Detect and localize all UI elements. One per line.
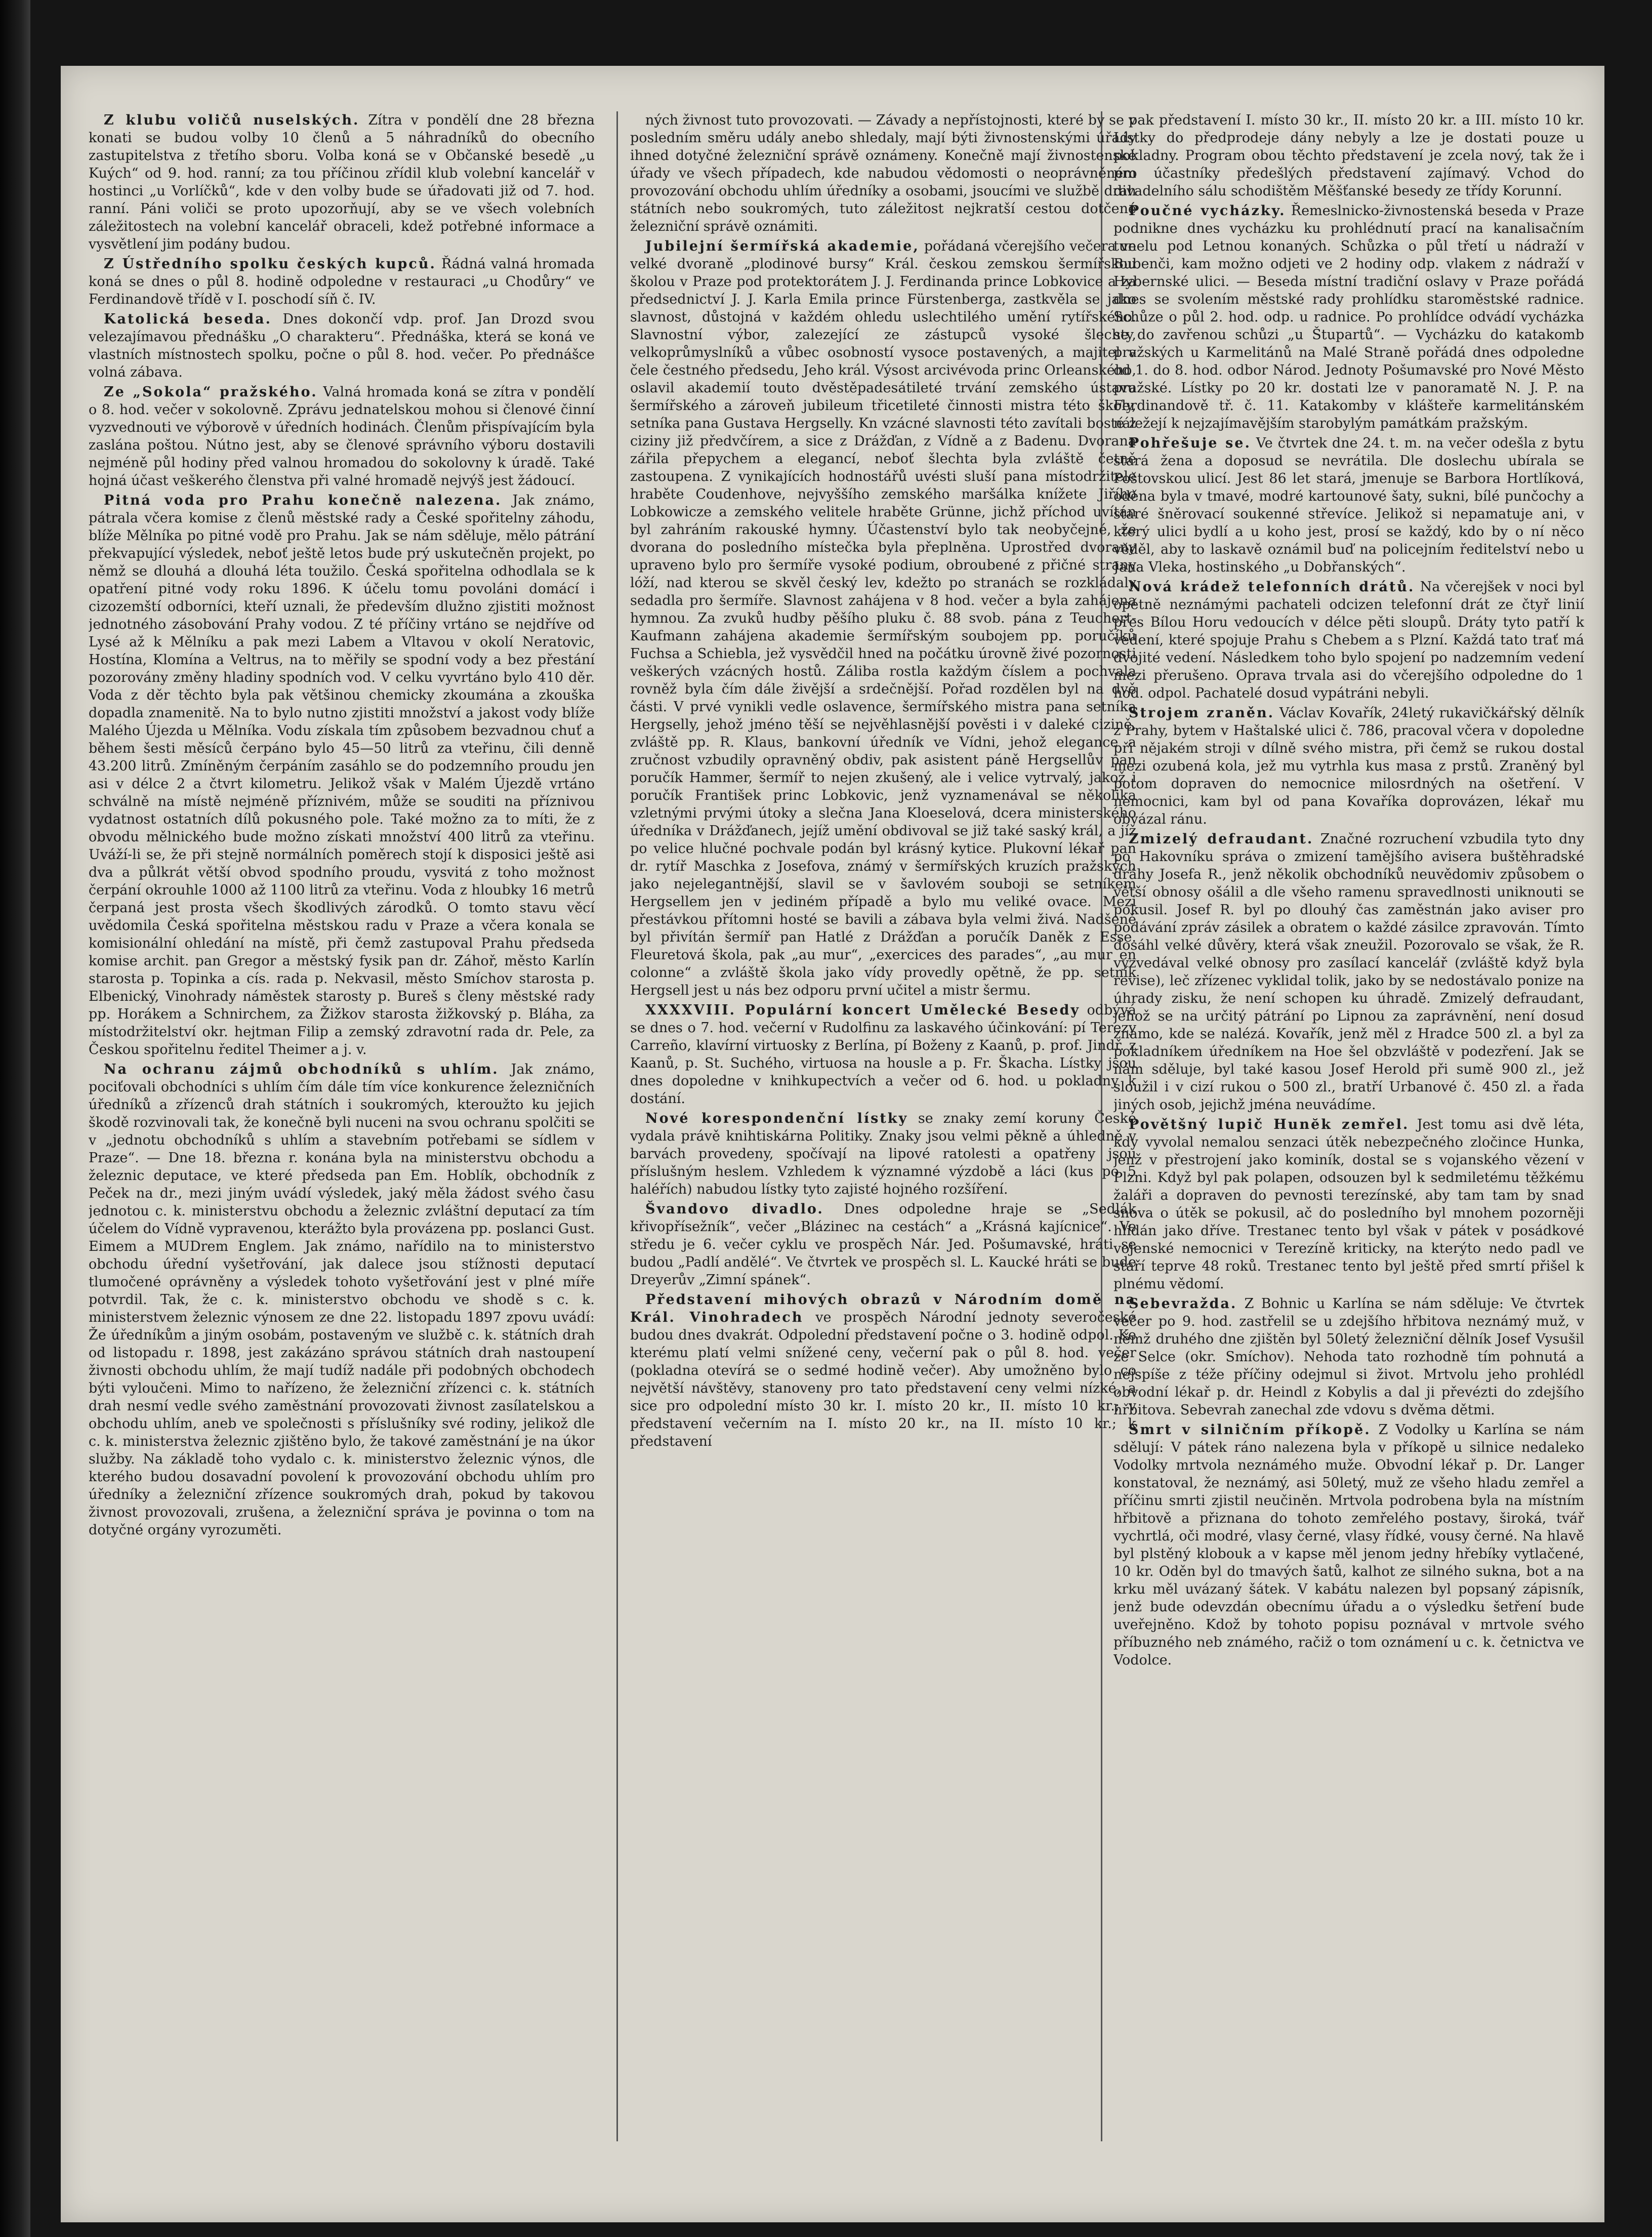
article-heading: Z Ústředního spolku českých kupců. [104, 256, 436, 272]
news-article [630, 1110, 1136, 1198]
article-body: pak představení I. místo 30 kr., II. místo 20 kr. a III. místo 10 kr. Lístky do předprodeje dány nebyly a lze je dostati pouze u pokladny. Program obou těchto představení je zcela nový, tak že i pro účastníky předešlých představení zajímavý. Vchod do divadelního sálu schodištěm Měšťanské besedy ze třídy Korunní. [1113, 112, 1584, 199]
article-heading: Nová krádež telefonních drátů. [1129, 579, 1415, 595]
article-heading: Povětšný lupič Hunĕk zemřel. [1129, 1117, 1410, 1132]
news-article [89, 111, 595, 253]
article-body: Jak známo, pátrala včera komise z členů městské rady a České spořitelny záhodu, blíže Mělníka po pitné vodě pro Prahu. Jak se nám sděluje, mělo pátrání překvapující výsledek, neboť ještě letos bude prý uskutečněn projekt, po němž se dlouhá a dlouhá léta toužilo. Česká spořitelna odhodlala se k opatření pitné vody roku 1896. K účelu tomu povoláni domácí i cizozemští odborníci, kteří uznali, že především dlužno zjistiti možnost jednotného zásobování Prahy vodou. Z té příčiny vrtáno se nejdříve od Lysé až k Mělníku a pak mezi Labem a Vltavou v okolí Neratovic, Hostína, Klomína a Veltrus, na to měřily se spodní vody a bez přestání pozorovány změny hladiny spodních vod. V celku vyvrtáno bylo 410 děr. Voda z děr těchto byla pak většinou chemicky zkoumána a zkouška dopadla znamenitě. Na to bylo nutno zjistiti množství a jakost vody blíže Malého Újezda u Mělníka. Vodu získala tím způsobem bezvadnou chuť a během šesti měsíců čerpáno bylo 45—50 litrů za vteřinu, čili denně 43.200 litrů. Zmíněným čerpáním zasáhlo se do podzemního proudu jen asi v délce 2 a čtvrt kilometru. Jelikož však v Malém Újezdě vrtáno schválně na místě nejméně příznivém, může se souditi na příznivou vydatnost ostatních dílů pokusného pole. Také možno za to míti, že z obvodu mělnického bude možno získati množství 400 litrů za vteřinu. Uváží-li se, že při stejně normálních poměrech stojí k disposici ještě asi dva a půlkrát větší obvod spodního proudu, vysvitá z toho možnost čerpání okrouhle 1000 až 1100 litrů za vteřinu. Voda z hloubky 16 metrů čerpaná jest prosta všech škodlivých zárodků. O tomto stavu věcí uvědomila Česká spořitelna městskou radu v Praze a včera konala se komisionální ohledání na místě, při čemž zastupoval Prahu předseda komise archit. pan Gregor a městský fysik pan dr. Záhoř, město Karlín starosta p. Topinka a cís. rada p. Nekvasil, město Smíchov starosta p. Elbenický, Vinohrady náměstek starosty p. Bureš s členy městské rady pp. Horákem a Schnirchem, za Žižkov starosta žižkovský p. Bláha, za místodržitelství okr. hejtman Filip a zemský zdravotní rada dr. Pele, za Českou spořitelnu ředitel Theimer a j. v. [89, 493, 595, 1058]
article-heading: Představení mihových obrazů v Národním domě na Král. Vinohradech [630, 1292, 1136, 1325]
article-body: se znaky zemí koruny České vydala právě knihtiskárna Politiky. Znaky jsou velmi pěkně a úhledně v barvách provedeny, spočívají na lipové ratolesti a opatřeny jsou příslušným heslem. Vzhledem k významné výzdobě a láci (kus po 5 haléřích) nabudou lístky tyto zajisté hojného rozšíření. [630, 1111, 1136, 1197]
article-heading: Zmizelý defraudant. [1129, 831, 1314, 847]
news-article [1113, 578, 1584, 702]
news-article [1113, 1116, 1584, 1293]
news-article [1113, 830, 1584, 1114]
article-body: ve prospěch Národní jednoty severočeské budou dnes dvakrát. Odpolední představení počne o 3. hodině odpol. Ke kterému platí velmi snížené ceny, večerní pak o půl 8. hod. večer (pokladna otevírá se o sedmé hodině večer). Aby umožněno bylo co největší návštěvy, stanoveny pro tato představení ceny velmi nízké, a sice pro odpolední místo 30 kr. I. místo 20 kr., II. místo 10 kr.; v představení večerním na I. místo 20 kr., na II. místo 10 kr.; k představení [630, 1310, 1136, 1449]
article-heading: Z klubu voličů nuselských. [104, 112, 360, 128]
article-body: Václav Kovařík, 24letý rukavičkářský dělník z Prahy, bytem v Haštalské ulici č. 786, pracoval včera v dopoledne při nějakém stroji v dílně svého mistra, při čemž se rukou dostal mezi ozubená kola, jež mu vytrhla kus masa z prstů. Zraněný byl potom dopraven do nemocnice milosrdných na ošetření. V nemocnici, kam byl od pana Kovaříka doprovázen, lékař mu obvázal ránu. [1113, 705, 1584, 827]
article-body: pořádaná včerejšího večera ve velké dvoraně „plodinové bursy“ Král. českou zemskou šermířskou školou v Praze pod protektorátem J. J. Ferdinanda prince Lobkovice a za předsednictví J. J. Karla Emila prince Fürstenberga, zastkvěla se jako slavnost, důstojná v každém ohledu uslechtilého umění rytířského. Slavnostní výbor, zalezející ze zástupců vysoké šlechty, velkoprůmyslníků a vůbec osobností vysoce postavených, a majitel v čele čestného předsedu, Jeho král. Výsost arcivévoda princ Orleanského, oslavil akademií touto dvěstěpadesátileté trvání zemského ústavu šermířského a zároveň jubileum třicetileté činnosti mistra této školy, setníka pana Gustava Hergselly. Kn vzácné slavnosti této zavítali bosté z ciziny již předvčírem, a sice z Drážďan, z Vídně a z Badenu. Dvorana zářila přepychem a elegancí, neboť šlechta byla zvláště četně zastoupena. Z vynikajících hodnostářů uvésti sluší pana místodržitele hraběte Coudenhove, nejvyššího zemského maršálka knížete Jiřího Lobkowicze a zemského velitele hraběte Grünne, jichž příchod uvítán byl zahráním rakouské hymny. Účastenství bylo tak neobyčejné, že dvorana do posledního místečka byla přeplněna. Uprostřed dvorany upraveno bylo pro šermíře vysoké podium, obroubené z přičné strany lóží, nad kterou se skvěl český lev, kdežto po stranách se rozkládaly sedadla pro šermíře. Slavnost zahájena v 8 hod. večer a byla zahájena hymnou. Za zvuků hudby pěšího pluku č. 88 svob. pána z Teuchert-Kaufmann zahájena akademie šermířským soubojem pp. poručíků Fuchsa a Schiebla, jež vysvědčil hned na počátku úrovně živé pozornosti veškerých vzácných hostů. Záliba rostla každým číslem a pochvala rovněž byla čím dále živější a srdečnější. Pořad rozdělen byl na dvě části. V prvé vynikli vedle oslavence, šermířského mistra pana setníka Hergselly, jehož jméno těší se nejvěhlasnější pověsti i v daleké cizině, zvláště pp. R. Klaus, bankovní úředník ve Vídni, jehož elegance a zručnost vzbudily opravněný obdiv, pak asistent páně Hergsellův pan poručík Hammer, šermíř to nejen zkušený, ale i velice vytrvalý, jakož i poručík František princ Lobkovic, jenž vyznamenával se několika vzletnými prvými útoky a slečna Jana Kloeselová, dcera ministerského úředníka v Drážďanech, jejíž umění obdivoval se již také saský král, a jíž po velice hlučné pochvale podán byl krásný kytice. Plukovní lékař pan dr. rytíř Maschka z Josefova, známý v šermířských kruzích pražských jako nejelegantnější, slavil se v šavlovém souboji se setníkem Hergsellem jen v jediném případě a bylo mu veliké ovace. Mezi přestávkou přítomni hosté se bavili a zábava byla velmi živá. Nadšeně byl přivítán šermíř pan Hatlé z Drážďan a poručík Daněk z Esse. Fleuretová škola, pak „au mur“, „exercices des parades“, „au mur en colonne“ a zvláště škola jako vídy provedly opětně, že pp. setník Hergsell jest u nás bez odporu první učitel a mistr šermu. [630, 238, 1136, 998]
article-heading: Poučné vycházky. [1129, 203, 1286, 219]
article-heading: XXXXVIII. Populární koncert Umělecké Besedy [645, 1002, 1081, 1018]
news-article [630, 1200, 1136, 1289]
news-article [89, 310, 595, 381]
article-body: Ve čtvrtek dne 24. t. m. na večer odešla z bytu stará žena a doposud se nevrátila. Dle doslechu ubírala se Poštovskou ulicí. Jest 86 let stará, jmenuje se Barbora Hortlíková, oděna byla v tmavé, modré kartounové šaty, sukni, bílé punčochy a staré šněrovací soukenné střevíce. Jelikož si nepamatuje ani, v který ulici bydlí a u koho jest, prosí se každý, kdo by o ní něco věděl, aby to laskavě oznámil buď na policejním ředitelství nebo u Jana Vleka, hostinského „u Dobřanských“. [1113, 435, 1584, 575]
article-heading: Katolická beseda. [104, 311, 272, 327]
article-body: Řádná valná hromada koná se dnes o půl 8. hodině odpoledne v restauraci „u Chodůry“ ve Ferdinandově třídě v I. poschodí síň č. IV. [89, 256, 595, 307]
article-heading: Strojem zraněn. [1129, 705, 1275, 721]
news-article [1113, 434, 1584, 576]
article-heading: Sebevražda. [1129, 1296, 1237, 1312]
news-article [89, 1061, 595, 1539]
article-heading: Jubilejní šermířská akademie, [645, 238, 920, 254]
news-article [1113, 1295, 1584, 1419]
article-heading: Pohřešuje se. [1129, 435, 1251, 451]
newspaper-column-3 [1113, 111, 1584, 2141]
news-article [1113, 704, 1584, 828]
news-article [630, 1001, 1136, 1108]
article-heading: Ze „Sokola“ pražského. [104, 384, 318, 400]
news-article [630, 237, 1136, 999]
news-article [630, 111, 1136, 235]
news-article [630, 1291, 1136, 1450]
news-article [89, 492, 595, 1059]
article-body: Jak známo, pociťovali obchodníci s uhlím čím dále tím více konkurence železničních úředníků a zřízenců drah státních i soukromých, kteroužto ku jejich škodě rozvinovali tak, že konečně byli nuceni na svou ochranu spolčiti se v „jednotu obchodníků s uhlím a stavebním potřebami se sídlem v Praze“. — Dne 18. března r. konána byla na ministerstvu obchodu a železnic deputace, ve které předseda pan Em. Hoblík, obchodník z Peček na dr., mezi jiným uvádí výsledek, jaký měla žádost svého času jednotou c. k. ministerstvu obchodu a železnic zvláštní deputací za tím účelem do Vídně vypravenou, kterážto byla provázena pp. poslanci Gust. Eimem a MUDrem Englem. Jak známo, nařídilo na to ministerstvo obchodu úřední vyšetřování, jak dalece jsou stížnosti deputací tlumočené oprávněny a výsledek tohoto vyšetřování jest v plné míře potvrdil. Tak, že c. k. ministerstvo obchodu ve shodě s c. k. ministerstvem železnic výnosem ze dne 22. listopadu 1897 zpovu uvádí: Že úředníkům a jiným osobám, postaveným ve službě c. k. státních drah od listopadu r. 1898, jest zakázáno správou státních drah nastoupení živnosti obchodu uhlím, že mají tudíž nadále při podobných obchodech býti vyloučeni. Mimo to nařízeno, že železniční zřízenci c. k. státních drah nesmí vedle svého zaměstnání provozovati živnost zasílatelskou a obchodu uhlím, aneb ve společnosti s příslušníky své rodiny, jelikož dle c. k. ministerstva železnic zjištěno bylo, že takové zaměstnání je na úkor služby. Na základě toho vydalo c. k. ministerstvo železnic výnos, dle kterého budou dosavadní povolení k provozování obchodu uhlím pro úředníky a železniční zřízence soukromých drah, pokud by takovou živnost provozovali, zrušena, a železniční správa je povinna o tom na dotyčné orgány vyrozuměti. [89, 1062, 595, 1538]
page-binding-shadow [0, 0, 30, 2237]
article-body: Na včerejšek v noci byl opětně neznámými pachateli odcizen telefonní drát ze čtyř linií přes Bílou Horu vedoucích v délce pěti sloupů. Dráty tyto patří k vedení, které spojuje Prahu s Chebem a s Plzní. Každá tato trať má dvojité vedení. Následkem toho bylo spojení po nadzemním vedení mezi přerušeno. Oprava trvala asi do včerejšího odpoledne do 1 hod. odpol. Pachatelé dosud vypátráni nebyli. [1113, 579, 1584, 701]
article-body: Značné rozruchení vzbudila tyto dny po Hakovníku správa o zmizení tamějšího avisera buštěhradské dráhy Josefa R., jenž několik obchodníků neuvědomiv způsobem o větší obnosy ošálil a dle všeho ramenu spravedlnosti uniknouti se pokusil. Josef R. byl po dlouhý čas zaměstnán jako aviser pro podávání zpráv zásilek a obratem o každé zásilce zpravován. Tímto dosáhl velké důvěry, která však zneužil. Pozorovalo se však, že R. vyzvedával velké obnosy pro zasílací kancelář (zvláště když byla revise), leč zřízenec vyklidal tolik, jako by se nedostávalo ponize na úhrady zisku, že není schopen ku úhradě. Zmizelý defraudant, jehož se na určitý pátrání po Lipnou za zaprávnění, není dosud známo, kde se nalézá. Kovařík, jenž měl z Hradce 500 zl. a byl za pokladníkem úředníkem na Hoe šel obzvláště v podezření. Jak se nám sděluje, byl také kasou Josef Herold při sumě 900 zl., jež sloužil i v cizí rukou o 500 zl., bratří Urbanové č. 450 zl. a řada jiných osob, jejichž jména neuvádíme. [1113, 831, 1584, 1113]
article-body: Z Vodolky u Karlína se nám sdělují: V pátek ráno nalezena byla v příkopě u silnice nedaleko Vodolky mrtvola neznámého muže. Obvodní lékař p. Dr. Langer konstatoval, že neznámý, asi 50letý, muž ze všeho hladu zemřel a příčinu smrti zjistil neučiněn. Mrtvola podrobena byla na místním hřbitově a přiznana do tohoto zemřelého postavy, široká, tvář vychrtlá, oči modré, vlasy černé, vlasy řídké, vousy černé. Na hlavě byl plstěný klobouk a v kapse měl jenom jedny hřebíky vytlačené, 10 kr. Oděn byl do tmavých šatů, kalhot ze silného sukna, bot a na krku měl uvázaný šátek. V kabátu nalezen byl popsaný zápisník, jenž bude odevzdán obecnímu úřadu a o výsledku šetření bude uveřejněno. Kdož by tohoto popisu poznával v mrtvole svého příbuzného neb známého, račiž o tom oznámení u c. k. četnictva ve Vodolce. [1113, 1422, 1584, 1668]
news-article [89, 255, 595, 308]
article-body: Jest tomu asi dvě léta, kdy vyvolal nemalou senzaci útěk nebezpečného zločince Hunka, jenž v přestrojení jako kominík, dostal se s vojanského vězení v Plzni. Když byl pak polapen, odsouzen byl k sedmiletému těžkému žaláři a dopraven do pevnosti terezínské, aby tam tam by snad snova o útěk se pokusil, ač do posledního byl mnohem pozorněji hlídán jako dříve. Trestanec tento byl však v pátek v posádkové vojenské nemocnici v Terezíně kriticky, na kterýto nedo padl ve stáří teprve 48 roků. Trestanec tento byl ještě před smrtí přišel k plnému vědomí. [1113, 1117, 1584, 1292]
newspaper-column-1 [89, 111, 595, 2141]
news-article [1113, 1421, 1584, 1669]
article-heading: Pitná voda pro Prahu konečně nalezena. [104, 493, 502, 508]
news-article [1113, 111, 1584, 200]
article-body: Zítra v pondělí dne 28 března konati se budou volby 10 členů a 5 náhradníků do obecního zastupitelstva z třetího sboru. Volba koná se v Občanské besedě „u Kuých“ od 9. hod. ranní; za tou příčinou zřídil klub volební kancelář v hostinci „u Vorlíčků“, kde v den volby bude se úřadovati již od 7. hod. ranní. Páni voliči se proto upozorňují, aby se ve všech volebních záležitostech na volební kancelář obraceli, kdež potřebné informace a vysvětlení jim podány budou. [89, 112, 595, 252]
article-body: Řemeslnicko-živnostenská beseda v Praze podnikne dnes vycházku ku prohlédnutí prací na kanalisačním tunelu pod Letnou konaných. Schůzka o půl třetí u nádraží v Bubenči, kam možno odjeti ve 2 hodiny odp. vlakem z nádraží v Hybernské ulici. — Beseda místní tradiční oslavy v Praze pořádá dnes se svolením městské rady prohlídku staroměstské radnice. Schůze o půl 2. hod. odp. u radnice. Po prohlídce odvádí vycházka se do zavřenou schůzi „u Štupartů“. — Vycházku do katakomb pražských u Karmelitánů na Malé Straně pořádá dnes odpoledne od 1. do 8. hod. odbor Národ. Jednoty Pošumavské pro Nové Město pražské. Lístky po 20 kr. dostati lze v panoramatě N. J. P. na Ferdinandově tř. č. 11. Katakomby v klášteře karmelitánském náležejí k nejzajímavějším starobylým památkám pražským. [1113, 203, 1584, 431]
article-body: Z Bohnic u Karlína se nám sděluje: Ve čtvrtek večer po 9. hod. zastřelil se u zdejšího hřbitova neznámý muž, v němž druhého dne zjištěn byl 50letý železniční dělník Josef Vysušil ze Selce (okr. Smíchov). Nehoda tato rozhodně tím pohnutá a nejspíše z téže příčiny odejmul si život. Mrtvolu jeho prohlédl obvodní lékař p. dr. Heindl z Kobylis a dal ji převézti do zdejšího hřbitova. Sebevrah zanechal zde vdovu s dvěma dětmi. [1113, 1296, 1584, 1418]
article-body: ných živnost tuto provozovati. — Závady a nepřístojnosti, které by se v posledním směru udály anebo shledaly, mají býti živnostenskými úřady ihned dotyčné železniční správě oznámeny. Konečně mají živnostenské úřady ve všech případech, kde nabudou vědomosti o neoprávněném provozování obchodu uhlím úředníky a osobami, jsoucími ve službě drah státních nebo soukromých, tuto záležitost nejkratší cestou dotčené železniční správě oznámiti. [630, 112, 1136, 234]
newspaper-column-2 [630, 111, 1136, 2141]
article-heading: Na ochranu zájmů obchodníků s uhlím. [104, 1062, 499, 1077]
news-article [89, 383, 595, 490]
article-body: odbývá se dnes o 7. hod. večerní v Rudolfinu za laskavého účinkování: pí Terezy Carreño, klavírní virtuosky z Berlína, pí Boženy z Kaanů, p. prof. Jindř. z Kaanů, p. St. Suchého, virtuosa na housle a p. Fr. Škacha. Lístky jsou dnes dopoledne v knihkupectvích a večer od 6. hod. u pokladny k dostání. [630, 1002, 1136, 1107]
news-article [1113, 202, 1584, 432]
column-rule [616, 111, 618, 2141]
article-heading: Smrt v silničním příkopě. [1129, 1422, 1371, 1438]
article-body: Dnes dokončí vdp. prof. Jan Drozd svou velezajímavou přednášku „O charakteru“. Přednáška, která se koná ve vlastních místnostech spolku, počne o půl 8. hod. večer. Po přednášce volná zábava. [89, 311, 595, 380]
article-heading: Švandovo divadlo. [645, 1201, 824, 1217]
article-body: Valná hromada koná se zítra v pondělí o 8. hod. večer v sokolovně. Zprávu jednatelskou mohou si členové činní vyzvednouti ve výborově v úředních hodinách. Členům přispívajícím byla zaslána poštou. Nútno jest, aby se členové správního výboru dostavili nejméně půl hodiny před valnou hromadou do sokolovny k úradě. Také hojná účast veškerého členstva při valné hromadě nejvýš jest žádoucí. [89, 384, 595, 489]
article-body: Dnes odpoledne hraje se „Sedlák křivopřísežník“, večer „Blázinec na cestách“ a „Krásná kajícnice“. Ve středu je 6. večer cyklu ve prospěch Nár. Jed. Pošumavské, hráti se budou „Padlí andělé“. Ve čtvrtek ve prospěch sl. L. Kaucké hráti se bude Dreyerův „Zimní spánek“. [630, 1201, 1136, 1288]
article-heading: Nové korespondenční lístky [645, 1111, 908, 1126]
